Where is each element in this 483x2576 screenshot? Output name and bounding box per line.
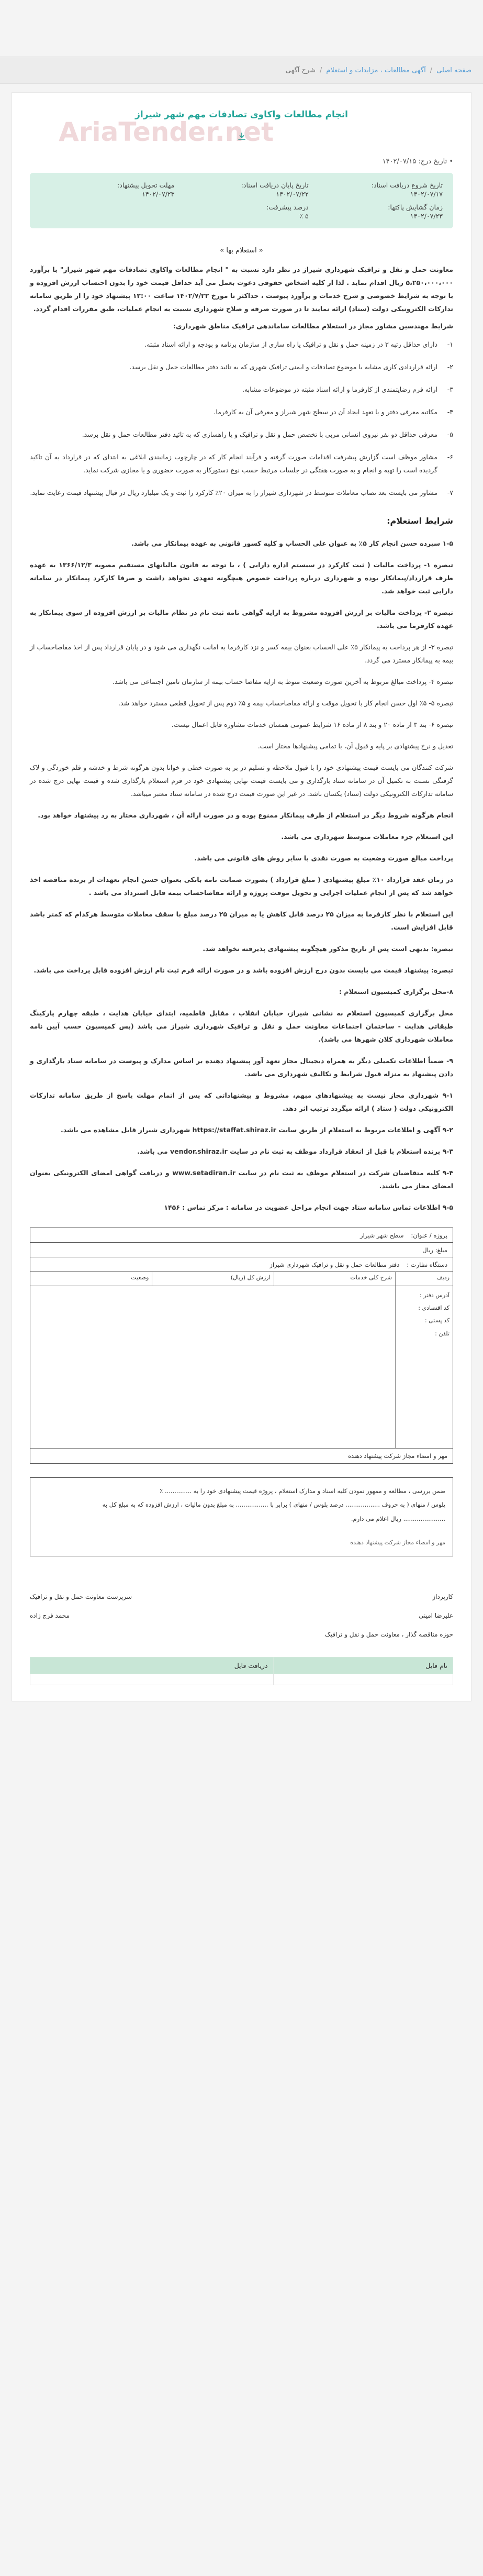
meta-end [174,181,308,198]
form-body [30,1286,453,1449]
item-text: دارای حداقل رتبه ۳ در زمینه حمل و نقل و ترافیک یا راه سازی از سازمان برنامه و بودجه و ارائه اسناد مثبته. [144,340,437,348]
item-number: ۶- [447,453,453,461]
form-project-value: سطح شهر شیراز [360,1231,404,1239]
breadcrumb-separator: / [430,66,433,74]
intro-paragraph: معاونت حمل و نقل و ترافیک شهرداری شیراز در نظر دارد نسبت به " انجام مطالعات واکاوی تصادفات مهم شهر شیراز" با برآورد ۵،۲۵۰،۰۰۰،۰۰۰ ریال اقدام نماید . لذا از کلیه اشخاص حقوقی دعوت بعمل می آید حداقل قیمت خود را بدون احتساب ارزش افزوده و با توجه به شرایط خصوصی و شرح خدمات و برآورد پیوست ، حداکثر تا مورخ ۱۴۰۲/۷/۲۲ ساعت ۱۲:۰۰ پیشنهاد خود را از طریق سامانه تدارکات الکترونیکی دولت (ستاد) ارائه نمایند تا در صورت صرفه و صلاح شهرداری نسبت به انجام عملیات، طبق مقررات اقدام گردد. [30,266,454,313]
breadcrumb [0,57,483,84]
note-item: ۹-۲ آگهی و اطلاعات مربوط به استعلام از طریق سایت https://staffat.shiraz.ir شهرداری شیراز قابل مشاهده می باشد. [61,1126,453,1134]
price-line-2: پلوس / منهای ( به حروف .................. درصد پلوس / منهای ) برابر با ................. به مبلغ بدون مالیات ، ارزش افزوده که به مبلغ کل به [102,1501,445,1509]
dates-box [30,173,453,228]
term-item: تبصره ۵- ۵٪ اول حسن انجام کار با تحویل موقت و ارائه مفاصاحساب بیمه و ۵٪ دوم پس از تحویل قطعی مسترد خواهد شد. [118,699,453,707]
term-item: تبصره ۴- پرداخت مبالغ مربوط به آخرین صورت وضعیت منوط به ارایه مفاصا حساب بیمه از سازمان تامین اجتماعی می باشد. [112,678,453,686]
meta-start [309,181,443,198]
form-col-header: شرح کلی خدمات [274,1272,395,1286]
price-offer-form [30,1477,453,1556]
signer-name: محمد فرج زاده [30,1611,70,1619]
term-item: ۸-محل برگزاری کمیسیون استعلام : [339,988,453,996]
meta-label: درصد پیشرفت: [266,203,309,211]
item-number: ۲- [447,363,453,371]
term-item: تبصره: بدیهی است پس از تاریخ مذکور هیچگونه پیشنهادی پذیرفته نخواهد شد. [203,945,453,953]
item-number: ۵- [447,430,453,438]
form-economic-code-label: کد اقتصادی : [418,1304,450,1312]
note-item: ۹-۱ شهرداری مجاز نیست به پیشنهادهای مبهم، مشروط و پیشنهاداتی که پس از اتمام مهلت پاسخ از طریق سامانه تدارکات الکترونیکی دولت ( ستاد ) ارائه میگردد ترتیب اثر دهد. [30,1091,453,1112]
list-item [30,338,453,351]
insert-date-value: ۱۴۰۲/۰۷/۱۵ [382,158,417,165]
files-table [30,1657,453,1685]
item-text: ارائه فرم رضایتمندی از کارفرما و ارائه اسناد مثبته در موضوعات مشابه. [242,385,437,393]
list-item [30,405,453,418]
form-phone-label: تلفن : [435,1330,450,1337]
meta-label: مهلت تحویل پیشنهاد: [117,181,175,189]
list-item [30,428,453,441]
term-item: محل برگزاری کمیسیون استعلام به نشانی شیراز، خیابان انقلاب ، مقابل فاطمیه، ابتدای خیابان هدایت ، طبقه چهارم پارکینگ طبقاتی هدایت - ساختمان اجتماعات معاونت حمل و نقل و ترافیک شهرداری شیراز می باشد (پس کمیسیون حسب آیین نامه معاملات شهرداری کلان شهرها می باشد). [30,1009,453,1043]
signer-empty [30,1631,242,1638]
form-col-header: وضعیت [131,1274,149,1281]
term-item: ۹- ضمناً اطلاعات تکمیلی دیگر به همراه دیجیتال مجاز تعهد آور پیشنهاد دهنده بر اساس مدارک و پیوست در سامانه ستاد بارگذاری و دادن پیشنهاد به منزله قبول شرایط و تکالیف شهرداری می باشد. [30,1057,453,1078]
meta-value: ۱۴۰۲/۰۷/۲۳ [142,190,175,198]
item-text: ارائه قراردادی کاری مشابه با موضوع تصادفات و ایمنی ترافیک شهری که به تائید دفتر مطالعات حمل و نقل برسد. [129,363,437,371]
terms-heading: شرایط استعلام: [387,516,453,526]
note-item: ۹-۴ کلیه متقاضیان شرکت در استعلام موظف به ثبت نام در سایت www.setadiran.ir و دریافت گواهی امضای الکترونیکی بعنوان امضای مجاز می باشند. [30,1169,453,1190]
term-item: تعدیل و نرخ پیشنهادی بر پایه و قبول آن، با تمامی پیشنهادها مختار است. [257,742,453,750]
signer-name: علیرضا امینی [418,1611,453,1619]
list-item [30,360,453,373]
terms-list [30,537,453,1080]
meta-value: ۵ ٪ [299,212,309,220]
signer-title: کارپرداز [432,1593,453,1600]
consultant-conditions-heading: شرایط مهندسین مشاور مجاز در استعلام مطالعات ساماندهی ترافیک مناطق شهرداری: [173,322,453,330]
insert-date [30,158,453,165]
item-number: ۳- [447,385,453,393]
download-button[interactable] [30,131,453,144]
item-text: مکاتبه معرفی دفتر و یا تعهد ایجاد آن در سطح شهر شیراز و معرفی آن به کارفرما. [214,408,437,416]
form-address-label: آدرس دفتر : [420,1292,450,1299]
top-gap [0,0,483,57]
form-col-header: ارزش کل (ریال) [152,1272,273,1286]
file-name-header: نام فایل [273,1657,453,1674]
bottom-gap [0,1701,483,1722]
list-item [30,486,453,499]
item-text: مشاور موظف است گزارش پیشرفت اقدامات صورت گرفته و فرآیند انجام کار که در چارچوب زمانبندی ابلاغی به ابتدای که در قرارداد به آن تاکید گردیده است را تهیه و انجام و به صورت هفتگی در جلسات مرتبط حسب نوع دستورکار به صورت حضوری و یا مجازی شرکت نماید. [30,453,437,474]
form-col-header: ردیف [395,1272,453,1286]
form-unit-row [30,1257,453,1272]
form-sign-row [30,1449,453,1463]
term-item: این استعلام با نظر کارفرما به میزان ۲۵ درصد قابل کاهش یا به میزان ۲۵ درصد مبلغ با سقف معاملات متوسط هرکدام که کمتر باشد قابل افزایش است. [30,910,453,931]
term-item: تبصره ۱- پرداخت مالیات ( ثبت کارکرد در سیستم اداره دارایی ) ، با توجه به قانون مالیاتهای مستقیم مصوبه ۱۳۶۶/۱۲/۳ به عهده طرف قرارداد/پیمانکار بوده و شهرداری درباره پرداخت خصوص هیچگونه تعهدی نخواهد داشت و صرفا کارکرد پیمانکار در سامانه دارایی ثبت خواهد شد. [30,561,453,595]
notes-list [30,1089,453,1214]
price-sign-line: مهر و امضاء مجاز شرکت پیشنهاد دهنده [350,1539,445,1546]
list-item [30,450,453,477]
breadcrumb-home[interactable]: صفحه اصلی [436,66,471,74]
term-item: پرداخت مبالغ صورت وضعیت به صورت نقدی با سایر روش های قانونی می باشد. [194,854,453,862]
item-number: ۷- [447,489,453,496]
meta-deadline [40,181,174,198]
table-row [30,1674,453,1685]
item-text: مشاور می بایست بعد تصاب معاملات متوسط در شهرداری شیراز را به میزان ۲۰٪ کارکرد را ثبت و یک میلیارد ریال در قبال پیشنهاد قیمت رعایت نماید. [30,489,437,496]
term-item: شرکت کنندگان می بایست قیمت پیشنهادی خود را با قبول ملاحظه و تسلیم در بر به صورت خطی و خوانا بدون هرگونه شرط و خدشه و قلم خوردگی و لاک گرفتگی نسبت به تکمیل آن در سامانه ستاد بارگذاری و می بایست قیمت نهایی پیشنهادی خود در فرم استعلام بارگذاری شده و قیمت نهایی درج شده در سامانه تدارکات الکترونیکی دولت (ستاد) یکسان باشد. در غیر این صورت قیمت درج شده در سامانه ستاد معتبر میباشد. [30,764,453,798]
consultant-conditions-list [30,338,453,499]
meta-opening [309,203,443,220]
meta-label: تاریخ پایان دریافت اسناد: [241,181,309,189]
file-name-cell [273,1674,453,1685]
meta-value: ۱۴۰۲/۰۷/۲۲ [276,190,309,198]
note-item: ۹-۳ برنده استعلام با قبل از انعقاد قرارداد موظف به ثبت نام در سایت vendor.shiraz.ir می باشد. [137,1147,453,1155]
insert-date-label: تاریخ درج: [418,158,447,165]
term-item: ۱-۵ سپرده حسن انجام کار ۵٪ به عنوان علی الحساب و کلیه کسور قانونی به عهده پیمانکار می باشد. [131,539,453,547]
term-item: تبصره ۳- از هر پرداخت به پیمانکار ۵٪ علی الحساب بعنوان بیمه کسر و نزد کارفرما به امانت نگهداری می شود و در پایان قرارداد پس از اخذ مفاصاحساب از بیمه به پیمانکار مسترد می گردد. [30,643,453,664]
signer-title: سرپرست معاونت حمل و نقل و ترافیک [30,1593,132,1600]
price-line-1: ضمن بررسی ، مطالعه و ممهور نمودن کلیه اسناد و مدارک استعلام ، پروژه قیمت پیشنهادی خود را به .............. ٪ [160,1487,445,1495]
item-text: معرفی حداقل دو نفر نیروی انسانی مربی با تخصص حمل و نقل و ترافیک و یا راهسازی که به تائید دفتر مطالعات حمل و نقل برسد. [82,430,437,438]
meta-value: ۱۴۰۲/۰۷/۱۷ [410,190,443,198]
file-download-cell[interactable] [30,1674,274,1685]
term-item: تبصره ۶- بند ۳ از ماده ۲۰ و بند ۸ از ماده ۱۶ شرایط عمومی همسان خدمات مشاوره قابل اعمال نیست. [171,721,453,728]
form-amount-label: مبلغ: ریال [422,1246,447,1254]
form-amount-row [30,1243,453,1257]
offer-form [30,1228,453,1464]
form-contact-labels [395,1286,453,1448]
term-item: تبصره: پیشنهاد قیمت می بایست بدون درج ارزش افزوده باشد و در صورت ارائه فرم ثبت نام ارزش افزوده قابل پرداخت می باشد. [33,966,453,974]
breadcrumb-tenders[interactable]: آگهی مطالعات ، مزایدات و استعلام [326,66,426,74]
tender-card [12,92,471,1701]
breadcrumb-separator: / [319,66,322,74]
page-title: انجام مطالعات واکاوی تصادفات مهم شهر شیراز [135,109,348,120]
file-download-header: دریافت فایل [30,1657,274,1674]
price-line-3: ...................... ریال اعلام می دارم. [351,1514,445,1522]
meta-value: ۱۴۰۲/۰۷/۲۳ [410,212,443,220]
tender-body [30,244,453,1214]
watermark-text: AriaTender.net [59,117,274,147]
form-empty-area [30,1286,395,1448]
note-item: ۹-۵ اطلاعات تماس سامانه ستاد جهت انجام مراحل عضویت در سامانه : مرکز تماس : ۱۴۵۶ [164,1203,453,1211]
signer-department: حوزه مناقصه گذار ، معاونت حمل و نقل و ترافیک [324,1630,453,1638]
term-item: تبصره ۲- پرداخت مالیات بر ارزش افزوده مشروط به ارایه گواهی نامه ثبت نام در نظام مالیات بر ارزش افزوده از سوی پیمانکار به عهده کارفرما می باشد. [30,609,454,629]
form-unit-label: دستگاه نظارت : [407,1261,447,1268]
term-item: این استعلام جزء معاملات متوسط شهرداری می باشد. [281,833,453,841]
form-postal-code-label: کد پستی : [424,1317,450,1324]
item-number: ۴- [447,408,453,416]
item-number: ۱- [447,340,453,348]
download-icon [237,131,247,142]
form-unit-value: دفتر مطالعات حمل و نقل و ترافیک شهرداری شیراز [269,1261,400,1268]
form-sign-line: مهر و امضاء مجاز شرکت پیشنهاد دهنده [348,1452,447,1460]
meta-label: تاریخ شروع دریافت اسناد: [371,181,443,189]
form-project-row [30,1228,453,1243]
term-item: در زمان عقد قرارداد ۱۰٪ مبلغ پیشنهادی ( مبلغ قرارداد ) بصورت ضمانت نامه بانکی بعنوان حسن انجام تعهدات از برنده مناقصه اخذ خواهد شد که پس از انجام عملیات اجرایی و تحویل موقت پروژه و ارائه مفاصاحساب بیمه قابل استرداد می باشد . [30,876,453,897]
signatures [30,1593,453,1638]
breadcrumb-current: شرح آگهی [285,66,316,74]
form-project-label: پروژه / عنوان: [411,1231,447,1239]
form-header-row [30,1272,453,1286]
table-header-row [30,1657,453,1674]
calendar-icon: • [449,158,453,165]
meta-progress [174,203,308,220]
meta-label: زمان گشایش پاکتها: [388,203,443,211]
list-item [30,383,453,396]
term-item: انجام هرگونه شروط دیگر در استعلام از طرف پیمانکار ممنوع بوده و در صورت ارائه آن ، شهرداری مختار به رد پیشنهاد خواهد بود. [38,811,453,819]
intro-heading: « استعلام بها » [220,247,263,255]
